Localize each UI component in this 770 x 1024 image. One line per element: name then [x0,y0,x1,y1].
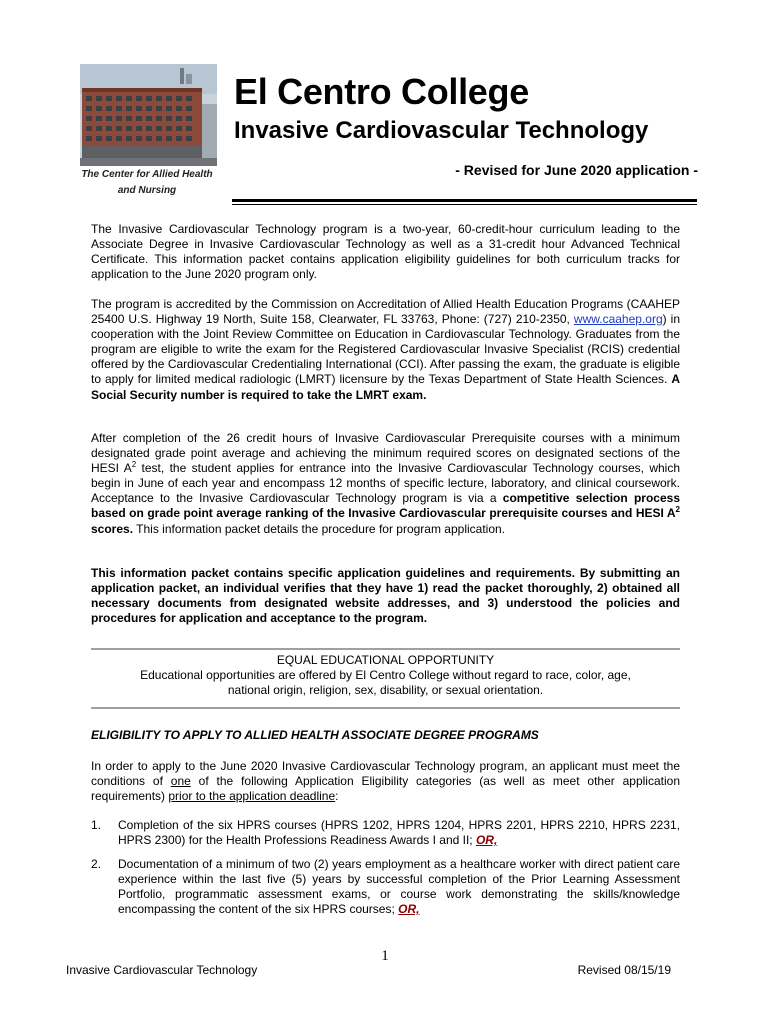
superscript-bold: 2 [675,505,680,515]
scores-bold: scores. [91,521,134,536]
deadline-underlined: prior to the application deadline [168,789,336,804]
superscript: 2 [131,460,137,470]
college-title: El Centro College [234,71,529,112]
photo-caption [72,167,222,199]
eeo-statement [91,653,680,698]
caption-line-1: The Center for Allied Health [81,169,213,180]
caahep-link[interactable]: www.caahep.org [573,312,663,327]
or-emphasis: OR, [475,833,498,848]
one-underlined: one [170,774,191,789]
list-number: 2. [91,857,102,871]
footer-title: Invasive Cardiovascular Technology [66,963,258,977]
revision-note: - Revised for June 2020 application - [455,162,698,178]
list-item-text: Documentation of a minimum of two (2) years employment as a healthcare worker with direct patient care experience within the last five (5) years by successful completion of the Prior Learning Assessment Portfolio, programmatic assessment exams, or course work demonstrating the skills/knowledge encompassing the content of the six HPRS courses; [118,857,680,917]
list-number: 1. [91,818,102,832]
header-rule-thick [232,199,697,202]
eligibility-heading: ELIGIBILITY TO APPLY TO ALLIED HEALTH ASSOCIATE DEGREE PROGRAMS [91,728,539,742]
accreditation-text: The program is accredited by the Commission on Accreditation of Allied Health Education Programs (CAAHEP 25400 U.S. Highway 19 North, Suite 158, Clearwater, FL 33763, Phone: (727) 210-2350, [91,297,680,327]
intro-paragraph-4: This information packet contains specific application guidelines and requirements. By submitting an application packet, an individual verifies that they have 1) read the packet thoroughly, 2) obtained all necessary documents from designated website addresses, and 3) understood the policies and procedures for application and acceptance to the program. [91,566,680,626]
caption-line-2: and Nursing [117,185,177,196]
header-rule-thin [232,204,697,205]
prereq-text-cont: test, the student applies for entrance into the Invasive Cardiovascular Technology courses, which begin in June of each year and encompass 12 months of specific lecture, laboratory, and clinical coursework. Acceptance to the Invasive Cardiovascular Technology program is via a [91,461,680,506]
accreditation-text-cont: ) in cooperation with the Joint Review Committee on Education in Cardiovascular Technology. Graduates from the program are eligible to write the exam for the Registered Cardiovascular Invasive Specialist (RCIS) credential offered by the Cardiovascular Credentialing International (CCI). After passing the exam, the graduate is eligible to apply for limited medical radiologic (LMRT) licensure by the Texas Department of State Health Sciences. [91,312,680,387]
eligibility-intro [91,759,680,804]
program-title: Invasive Cardiovascular Technology [234,117,649,144]
eligibility-intro-text-cont: of the following Application Eligibility categories (as well as meet other application requirements) [91,774,680,804]
prereq-text: After completion of the 26 credit hours of Invasive Cardiovascular Prerequisite courses with a minimum designated grade point average and achieving the minimum required scores on designated sections of the HESI A [91,431,680,476]
intro-paragraph-2 [91,297,680,403]
eligibility-intro-colon: : [335,789,339,804]
list-item-text: Completion of the six HPRS courses (HPRS 1202, HPRS 1204, HPRS 2201, HPRS 2210, HPRS 2231, HPRS 2300) for the Health Professions Readiness Awards I and II; [118,818,680,848]
selection-process-bold: competitive selection process based on grade point average ranking of the Invasive Cardiovascular prerequisite courses and HESI A [91,491,680,521]
eeo-line-2: national origin, religion, sex, disability, or sexual orientation. [227,683,544,698]
or-emphasis: OR, [398,902,420,917]
eeo-rule-top [91,648,680,650]
eligibility-intro-text: In order to apply to the June 2020 Invasive Cardiovascular Technology program, an applicant must meet the conditions of [91,759,680,789]
ssn-requirement: A Social Security number is required to take the LMRT exam. [91,372,680,402]
college-building-photo [80,64,217,166]
eeo-rule-bottom [91,707,680,709]
eeo-line-1: Educational opportunities are offered by El Centro College without regard to race, color, age, [140,668,631,683]
footer-revision-date: Revised 08/15/19 [577,963,671,977]
building-image-icon [80,64,217,166]
intro-paragraph-3 [91,431,680,537]
intro-paragraph-1: The Invasive Cardiovascular Technology program is a two-year, 60-credit-hour curriculum leading to the Associate Degree in Invasive Cardiovascular Technology as well as a 31-credit hour Advanced Technical Certificate. This information packet contains application eligibility guidelines for both curriculum tracks for application to the June 2020 program only. [91,222,680,282]
eeo-title: EQUAL EDUCATIONAL OPPORTUNITY [276,653,495,667]
page-number: 1 [381,948,389,964]
prereq-text-end: This information packet details the procedure for program application. [133,521,506,536]
